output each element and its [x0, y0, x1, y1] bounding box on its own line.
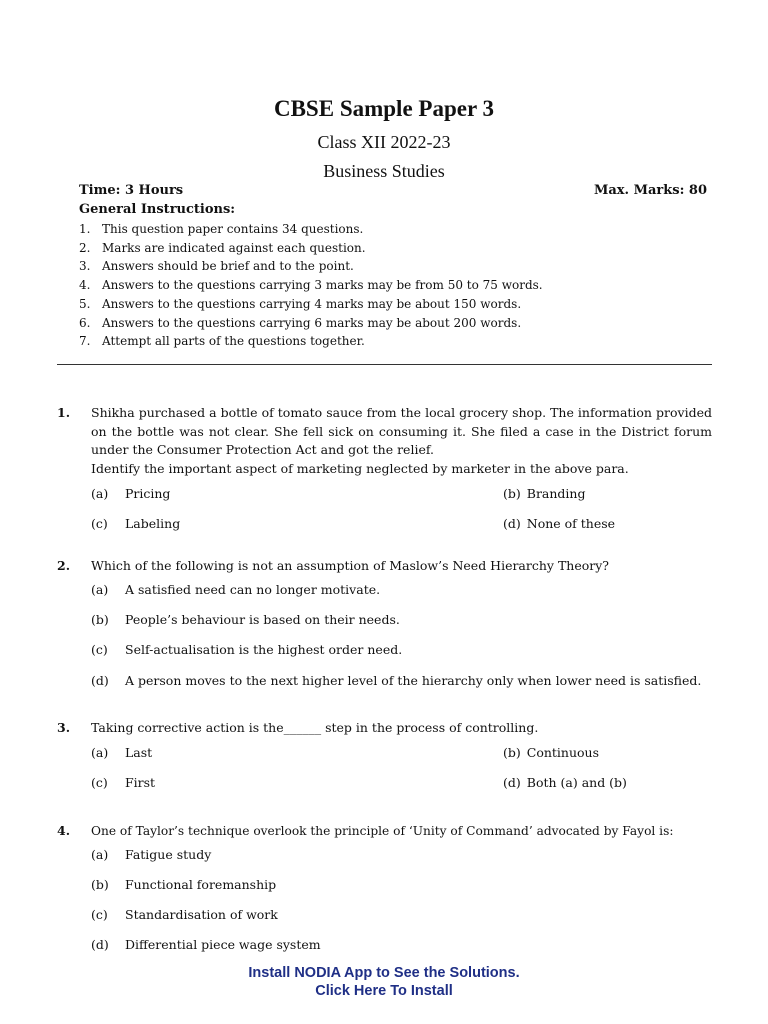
instruction-item: 4. Answers to the questions carrying 3 marks may be from 50 to 75 words. — [79, 278, 543, 293]
question-text: Taking corrective action is the______ step in the process of controlling. — [91, 720, 539, 735]
question-3 — [57, 719, 712, 799]
option-a[interactable]: (a) Last — [91, 745, 153, 760]
option-b[interactable]: (b) Functional foremanship — [91, 877, 277, 892]
instruction-item: 5. Answers to the questions carrying 4 marks may be about 150 words. — [79, 296, 522, 311]
question-text: Shikha purchased a bottle of tomato sauce from the local grocery shop. The information provided on the bottle was not clear. She fell sick on consuming it. She filed a case in the District forum under the Consumer Protection Act and got the relief. Identify the important aspect of marketing neglected by marketer in the above para. — [91, 405, 712, 476]
question-text: One of Taylor’s technique overlook the principle of ‘Unity of Command’ advocated by Fayol is: — [91, 824, 674, 838]
instruction-item: 2. Marks are indicated against each question. — [79, 240, 366, 255]
question-number: 4. — [57, 823, 71, 838]
question-number: 2. — [57, 558, 71, 573]
option-d[interactable]: (d) A person moves to the next higher level of the hierarchy only when lower need is satisfied. — [91, 673, 702, 688]
option-c[interactable]: (c) Standardisation of work — [91, 907, 278, 922]
option-b[interactable]: (b) People’s behaviour is based on their needs. — [91, 612, 400, 627]
option-c[interactable]: (c) First — [91, 775, 156, 790]
instruction-item: 6. Answers to the questions carrying 6 marks may be about 200 words. — [79, 315, 522, 330]
click-here-install-link[interactable]: Click Here To Install — [315, 983, 453, 999]
section-divider — [57, 364, 712, 365]
install-app-link[interactable]: Install NODIA App to See the Solutions. — [248, 965, 520, 981]
question-text: Which of the following is not an assumption of Maslow’s Need Hierarchy Theory? — [91, 558, 609, 573]
instruction-item: 3. Answers should be brief and to the point. — [79, 259, 354, 274]
question-2 — [57, 557, 712, 697]
option-d[interactable]: (d) Differential piece wage system — [91, 937, 321, 952]
option-d[interactable]: (d) None of these — [503, 516, 616, 531]
max-marks-label: Max. Marks: 80 — [593, 183, 707, 198]
option-a[interactable]: (a) A satisfied need can no longer motivate. — [91, 582, 381, 597]
instruction-item: 7. Attempt all parts of the questions together. — [79, 334, 365, 349]
option-c[interactable]: (c) Labeling — [91, 516, 181, 531]
option-c[interactable]: (c) Self-actualisation is the highest order need. — [91, 642, 403, 657]
option-a[interactable]: (a) Fatigue study — [91, 847, 212, 862]
question-4 — [57, 822, 712, 958]
instruction-item: 1. This question paper contains 34 questions. — [79, 222, 364, 236]
instructions-heading: General Instructions: — [79, 202, 236, 217]
option-a[interactable]: (a) Pricing — [91, 486, 171, 501]
question-number: 3. — [57, 720, 71, 735]
option-b[interactable]: (b) Branding — [503, 486, 586, 501]
question-1 — [57, 404, 712, 544]
subject-line: Business Studies — [323, 161, 445, 181]
class-line: Class XII 2022-23 — [317, 132, 451, 152]
option-b[interactable]: (b) Continuous — [503, 745, 600, 760]
time-label: Time: 3 Hours — [79, 183, 184, 198]
question-number: 1. — [57, 405, 71, 420]
instructions-list — [79, 220, 543, 351]
option-d[interactable]: (d) Both (a) and (b) — [503, 775, 627, 790]
paper-title: CBSE Sample Paper 3 — [273, 96, 495, 121]
